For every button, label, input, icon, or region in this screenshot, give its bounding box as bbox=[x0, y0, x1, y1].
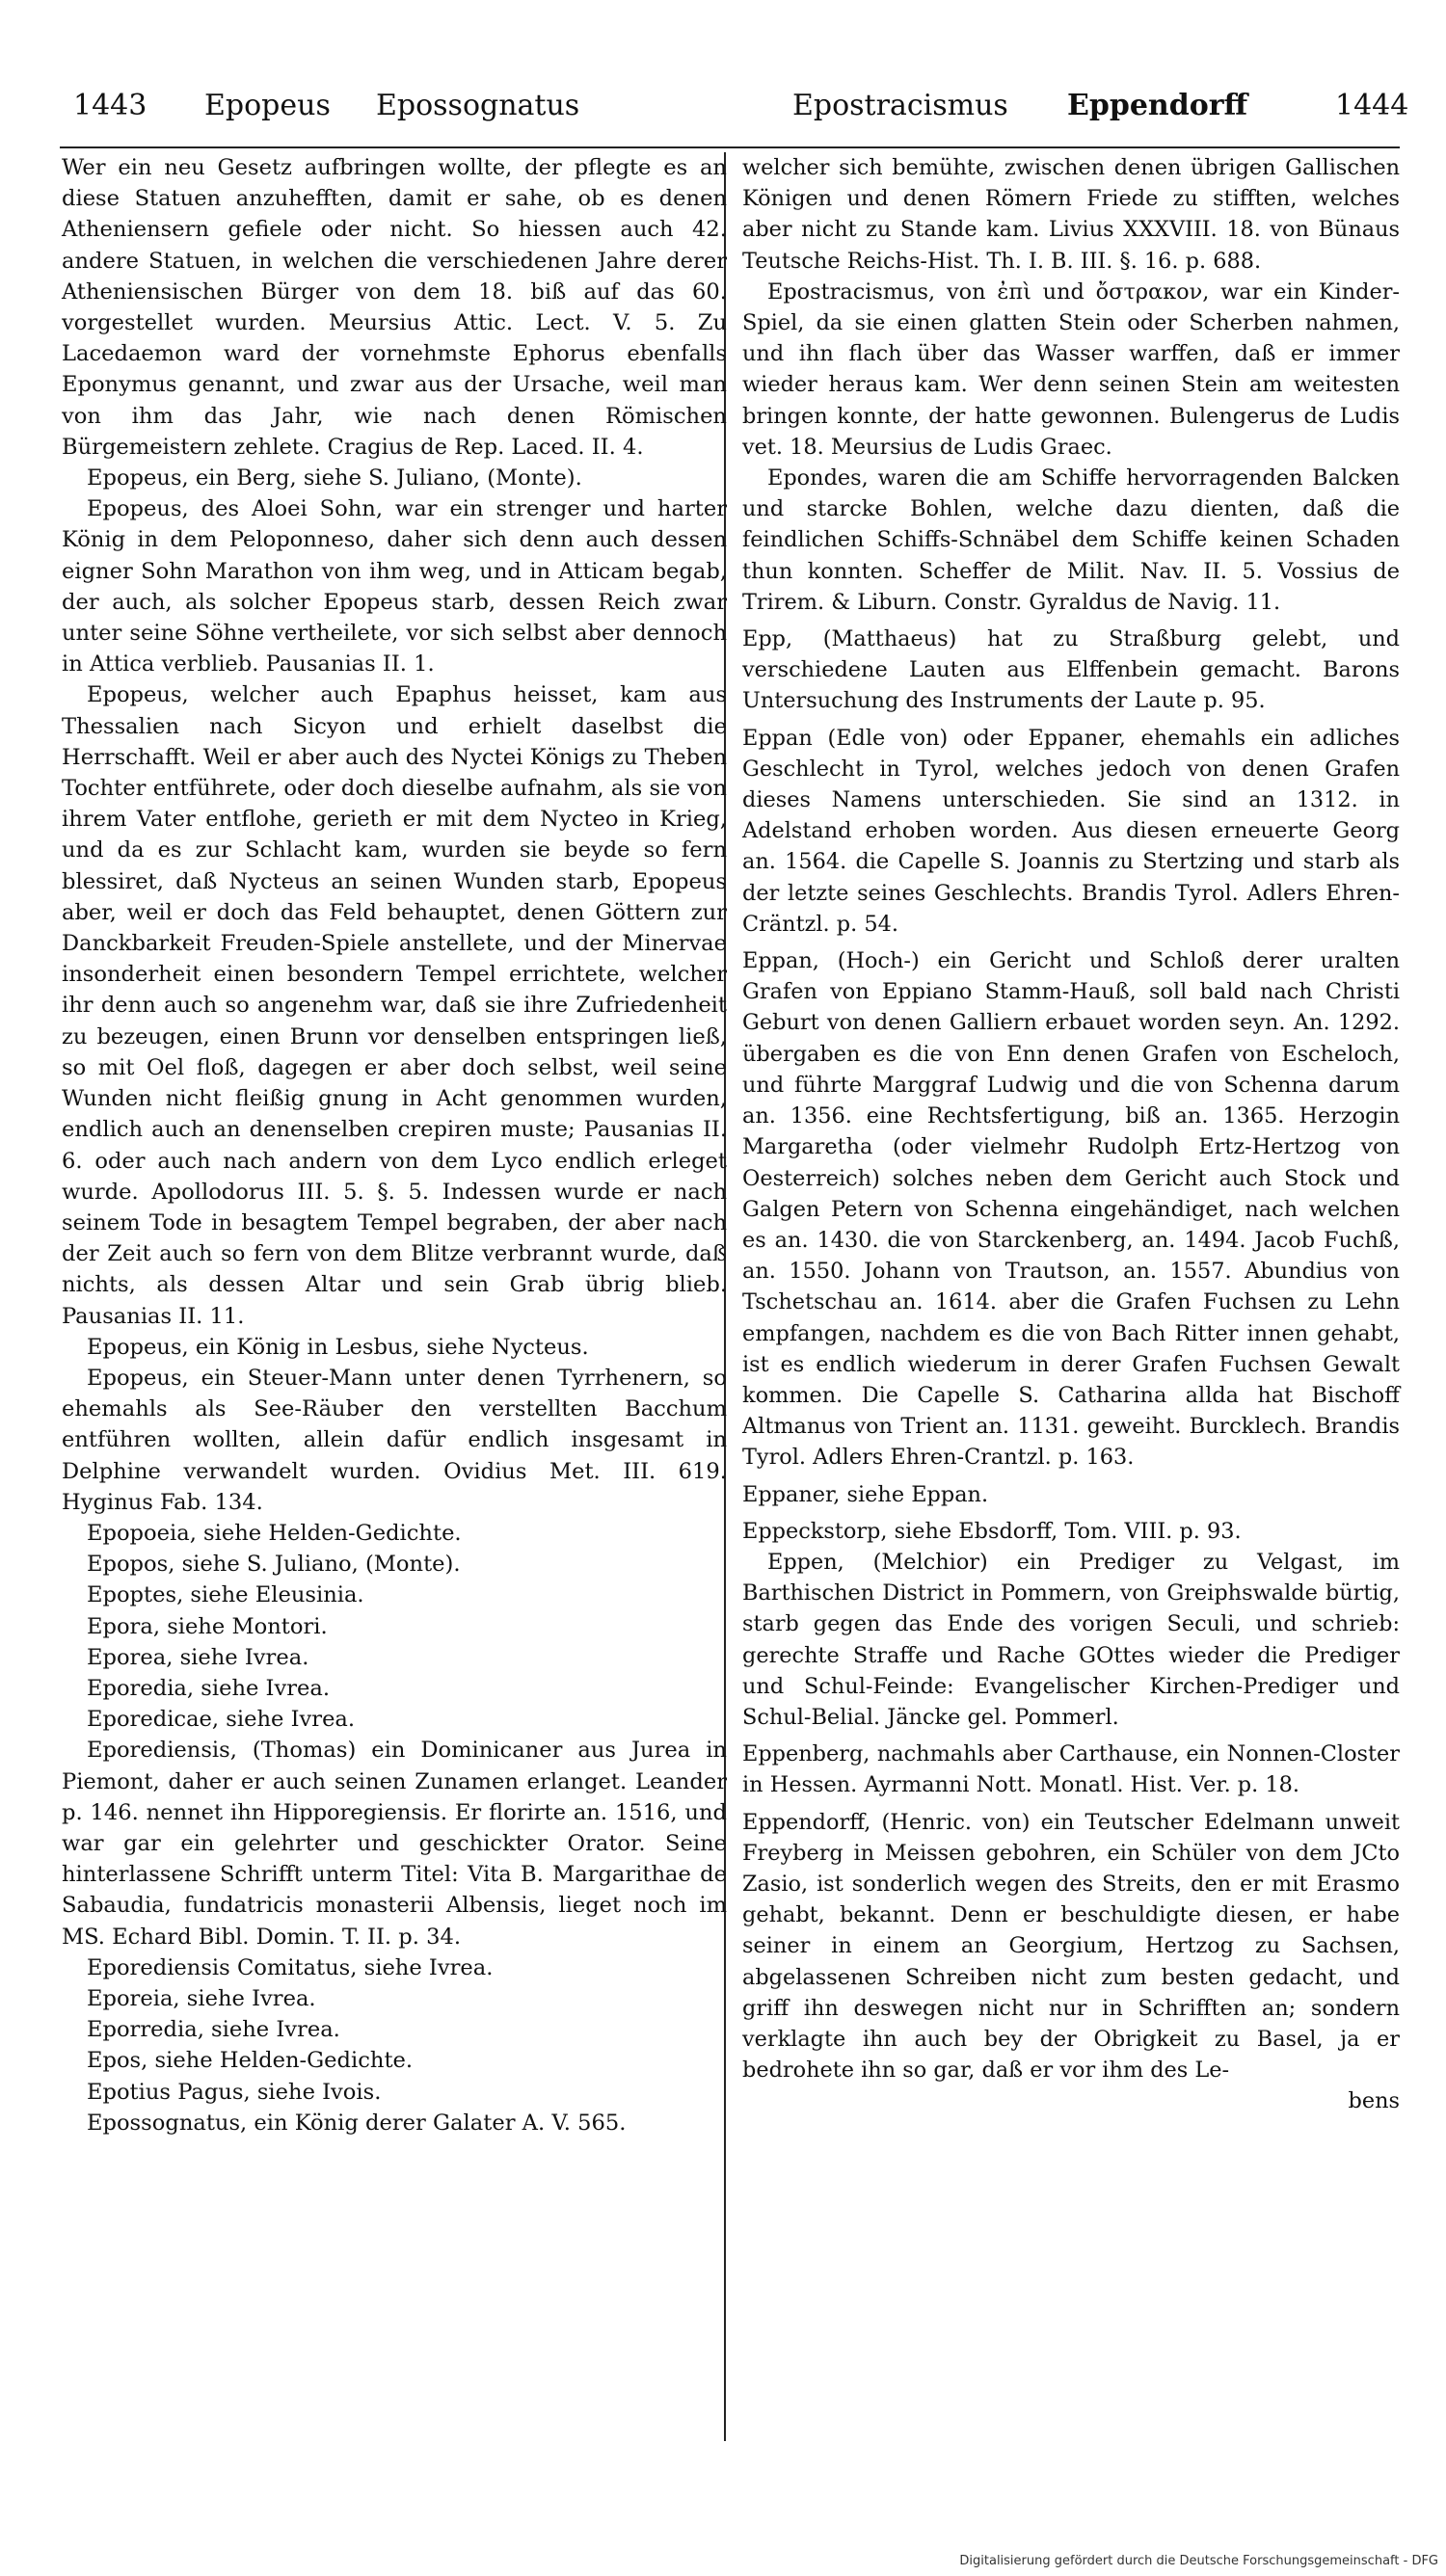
cross-reference: Epos, siehe Helden-Gedichte. bbox=[87, 2048, 414, 2074]
cross-reference: Epopoeia, siehe Helden-Gedichte. bbox=[87, 1520, 462, 1546]
entry-paragraph: Epopeus, ein Berg, siehe S. Juliano, (Monte). bbox=[87, 465, 582, 491]
page-number-left: 1443 bbox=[73, 89, 147, 122]
entry-paragraph: Eporediensis, (Thomas) ein Dominicaner aus Jurea in Piemont, daher er auch seinen Zunamen erlanget. Leander p. 146. nennet ihn Hipporegiensis. Er florirte an. 1516, und war gar ein gelehrter und geschickter Orator. Seine hinterlassene Schrifft unterm Titel: Vita B. Margarithae de Sabaudia, fundatricis monasterii Albensis, lieget noch im MS. Echard Bibl. Domin. T. II. p. 34. bbox=[62, 1738, 727, 1950]
cross-reference: Eporedicae, siehe Ivrea. bbox=[87, 1707, 356, 1733]
cross-reference: Eppaner, siehe Eppan. bbox=[742, 1481, 989, 1507]
entry-paragraph: Epp, (Matthaeus) hat zu Straßburg gelebt, und verschiedene Lauten aus Elffenbein gemacht. Barons Untersuchung des Instruments der Laute p. 95. bbox=[742, 626, 1400, 714]
entry-paragraph: Eppan, (Hoch-) ein Gericht und Schloß derer uralten Grafen von Eppiano Stamm-Hauß, soll bald nach Christi Geburt von denen Galliern erbauet worden seyn. An. 1292. übergaben es die von Enn denen Grafen von Escheloch, und führte Marggraf Ludwig und die von Schenna darum an. 1356. eine Rechtsfertigung, biß an. 1365. Herzogin Margaretha (oder vielmehr Rudolph Ertz-Hertzog von Oesterreich) solches neben dem Gericht auch Stock und Galgen Petern von Schenna eingehändiget, nach welchen es an. 1430. die von Starckenberg, an. 1494. Jacob Fuchß, an. 1550. Johann von Trautson, an. 1557. Abundius von Tschetschau an. 1614. aber die Grafen Fuchsen zu Lehn empfangen, nachdem es die von Bach Ritter innen gehabt, ist es endlich wiederum in derer Grafen Fuchsen Gewalt kommen. Die Capelle S. Catharina allda hat Bischoff Altmanus von Trient an. 1131. geweiht. Burcklech. Brandis Tyrol. Adlers Ehren-Crantzl. p. 163. bbox=[742, 948, 1400, 1471]
cross-reference: Epopos, siehe S. Juliano, (Monte). bbox=[87, 1552, 461, 1578]
right-column bbox=[742, 152, 1400, 2117]
cross-reference: Epoptes, siehe Eleusinia. bbox=[87, 1582, 364, 1608]
header-keyword-right-1: Epostracismus bbox=[792, 89, 1008, 122]
cross-reference: Epotius Pagus, siehe Ivois. bbox=[87, 2079, 382, 2105]
entry-paragraph: Epopeus, welcher auch Epaphus heisset, kam aus Thessalien nach Sicyon und erhielt daselbst die Herrschafft. Weil er aber auch des Nyctei Königs zu Theben Tochter entführete, oder doch dieselbe aufnahm, als sie von ihrem Vater entflohe, gerieth er mit dem Nycteo in Krieg, und da es zur Schlacht kam, wurden sie beyde so fern blessiret, daß Nycteus an seinen Wunden starb, Epopeus aber, weil er doch das Feld behauptet, denen Göttern zur Danckbarkeit Freuden-Spiele anstellete, und der Minervae insonderheit einen besondern Tempel errichtete, welcher ihr denn auch so angenehm war, daß sie ihre Zufriedenheit zu bezeugen, einen Brunn vor denselben entspringen ließ, so mit Oel floß, dagegen er aber doch selbst, weil seine Wunden nicht fleißig gnung in Acht genommen wurden, endlich auch an denenselben crepiren muste; Pausanias II. 6. oder auch nach andern von dem Lyco endlich erleget wurde. Apollodorus III. 5. §. 5. Indessen wurde er nach seinem Tode in besagtem Tempel begraben, der aber nach der Zeit auch so fern von dem Blitze verbrannt wurde, daß nichts, als dessen Altar und sein Grab übrig blieb. Pausanias II. 11. bbox=[62, 682, 727, 1329]
cross-reference: Eporea, siehe Ivrea. bbox=[87, 1644, 309, 1670]
entry-paragraph: welcher sich bemühte, zwischen denen übrigen Gallischen Königen und denen Römern Friede zu stifften, welches aber nicht zu Stande kam. Livius XXXVIII. 18. von Bünaus Teutsche Reichs-Hist. Th. I. B. III. §. 16. p. 688. bbox=[742, 155, 1400, 274]
catchword: bens bbox=[1348, 2088, 1400, 2114]
header-keyword-left-1: Epopeus bbox=[204, 89, 331, 122]
entry-paragraph: Wer ein neu Gesetz aufbringen wollte, der pflegte es an diese Statuen anzuhefften, damit er sahe, ob es denen Atheniensern gefiele oder nicht. So hiessen auch 42. andere Statuen, in welchen die verschiedenen Jahre derer Atheniensischen Bürger von dem 18. biß auf das 60. vorgestellet wurden. Meursius Attic. Lect. V. 5. Zu Lacedaemon ward der vornehmste Ephorus ebenfalls Eponymus genannt, und zwar aus der Ursache, weil man von ihm das Jahr, wie nach denen Römischen Bürgemeistern zehlete. Cragius de Rep. Laced. II. 4. bbox=[62, 155, 727, 460]
cross-reference: Eporredia, siehe Ivrea. bbox=[87, 2017, 340, 2043]
entry-paragraph: Eppenberg, nachmahls aber Carthause, ein Nonnen-Closter in Hessen. Ayrmanni Nott. Monatl. Hist. Ver. p. 18. bbox=[742, 1741, 1400, 1798]
header-keyword-left-2: Epossognatus bbox=[376, 89, 580, 122]
running-header bbox=[60, 89, 1409, 146]
cross-reference: Eppeckstorp, siehe Ebsdorff, Tom. VIII. p. 93. bbox=[742, 1518, 1242, 1544]
header-keyword-right-2: Eppendorff bbox=[1067, 89, 1248, 122]
entry-paragraph: Epopeus, ein Steuer-Mann unter denen Tyrrhenern, so ehemahls als See-Räuber den verstellten Bacchum entführen wollten, allein dafür endlich insgesamt in Delphine verwandelt wurden. Ovidius Met. III. 619. Hyginus Fab. 134. bbox=[62, 1365, 727, 1515]
header-rule bbox=[60, 146, 1400, 148]
entry-paragraph: Eppen, (Melchior) ein Prediger zu Velgast, im Barthischen District in Pommern, von Greiphswalde bürtig, starb gegen das Ende des vorigen Seculi, und schrieb: gerechte Straffe und Rache GOttes wieder die Prediger und Schul-Feinde: Evangelischer Kirchen-Prediger und Schul-Belial. Jäncke gel. Pommerl. bbox=[742, 1549, 1400, 1730]
page-number-right: 1444 bbox=[1335, 89, 1409, 122]
entry-paragraph: Epostracismus, von ἐπὶ und ὄστρακον, war ein Kinder-Spiel, da sie einen glatten Stein oder Scherben nahmen, und ihn flach über das Wasser warffen, daß er immer wieder heraus kam. Wer denn seinen Stein am weitesten bringen konnte, der hatte gewonnen. Bulengerus de Ludis vet. 18. Meursius de Ludis Graec. bbox=[742, 279, 1400, 460]
entry-paragraph: Eppendorff, (Henric. von) ein Teutscher Edelmann unweit Freyberg in Meissen gebohren, ein Schüler von dem JCto Zasio, ist sonderlich wegen des Streits, den er mit Erasmo gehabt, bekannt. Denn er beschuldigte diesen, er habe seiner in einem an Georgium, Hertzog zu Sachsen, abgelassenen Schreiben nicht zum besten gedacht, und griff ihn deswegen nicht nur in Schrifften an; sondern verklagte ihn auch bey der Obrigkeit zu Basel, ja er bedrohete ihn so gar, daß er vor ihm des Le- bbox=[742, 1809, 1400, 2084]
cross-reference: Epora, siehe Montori. bbox=[87, 1613, 328, 1639]
cross-reference: Eporedia, siehe Ivrea. bbox=[87, 1675, 331, 1701]
entry-paragraph: Eppan (Edle von) oder Eppaner, ehemahls ein adliches Geschlecht in Tyrol, welches jedoch von denen Grafen dieses Namens unterschieden. Sie sind an 1312. in Adelstand erhoben worden. Aus diesen erneuerte Georg an. 1564. die Capelle S. Joannis zu Stertzing und starb als der letzte seines Geschlechts. Brandis Tyrol. Adlers Ehren-Cräntzl. p. 54. bbox=[742, 725, 1400, 937]
left-column bbox=[62, 152, 727, 2138]
cross-reference: Epossognatus, ein König derer Galater A. V. 565. bbox=[87, 2110, 627, 2136]
entry-paragraph: Epopeus, ein König in Lesbus, siehe Nycteus. bbox=[87, 1334, 589, 1360]
entry-paragraph: Epondes, waren die am Schiffe hervorragenden Balcken und starcke Bohlen, welche dazu dienten, daß die feindlichen Schiffs-Schnäbel dem Schiffe keinen Schaden thun konnten. Scheffer de Milit. Nav. II. 5. Vossius de Trirem. & Liburn. Constr. Gyraldus de Navig. 11. bbox=[742, 465, 1400, 615]
digitization-credit: Digitalisierung gefördert durch die Deutsche Forschungsgemeinschaft - DFG bbox=[959, 2554, 1438, 2568]
cross-reference: Eporeia, siehe Ivrea. bbox=[87, 1985, 316, 2011]
entry-paragraph: Epopeus, des Aloei Sohn, war ein strenger und harter König in dem Peloponneso, daher sich denn auch dessen eigner Sohn Marathon von ihm weg, und in Atticam begab, der auch, als solcher Epopeus starb, dessen Reich zwar unter seine Söhne vertheilete, vor sich selbst aber dennoch in Attica verblieb. Pausanias II. 1. bbox=[62, 496, 727, 677]
cross-reference: Eporediensis Comitatus, siehe Ivrea. bbox=[87, 1954, 494, 1980]
